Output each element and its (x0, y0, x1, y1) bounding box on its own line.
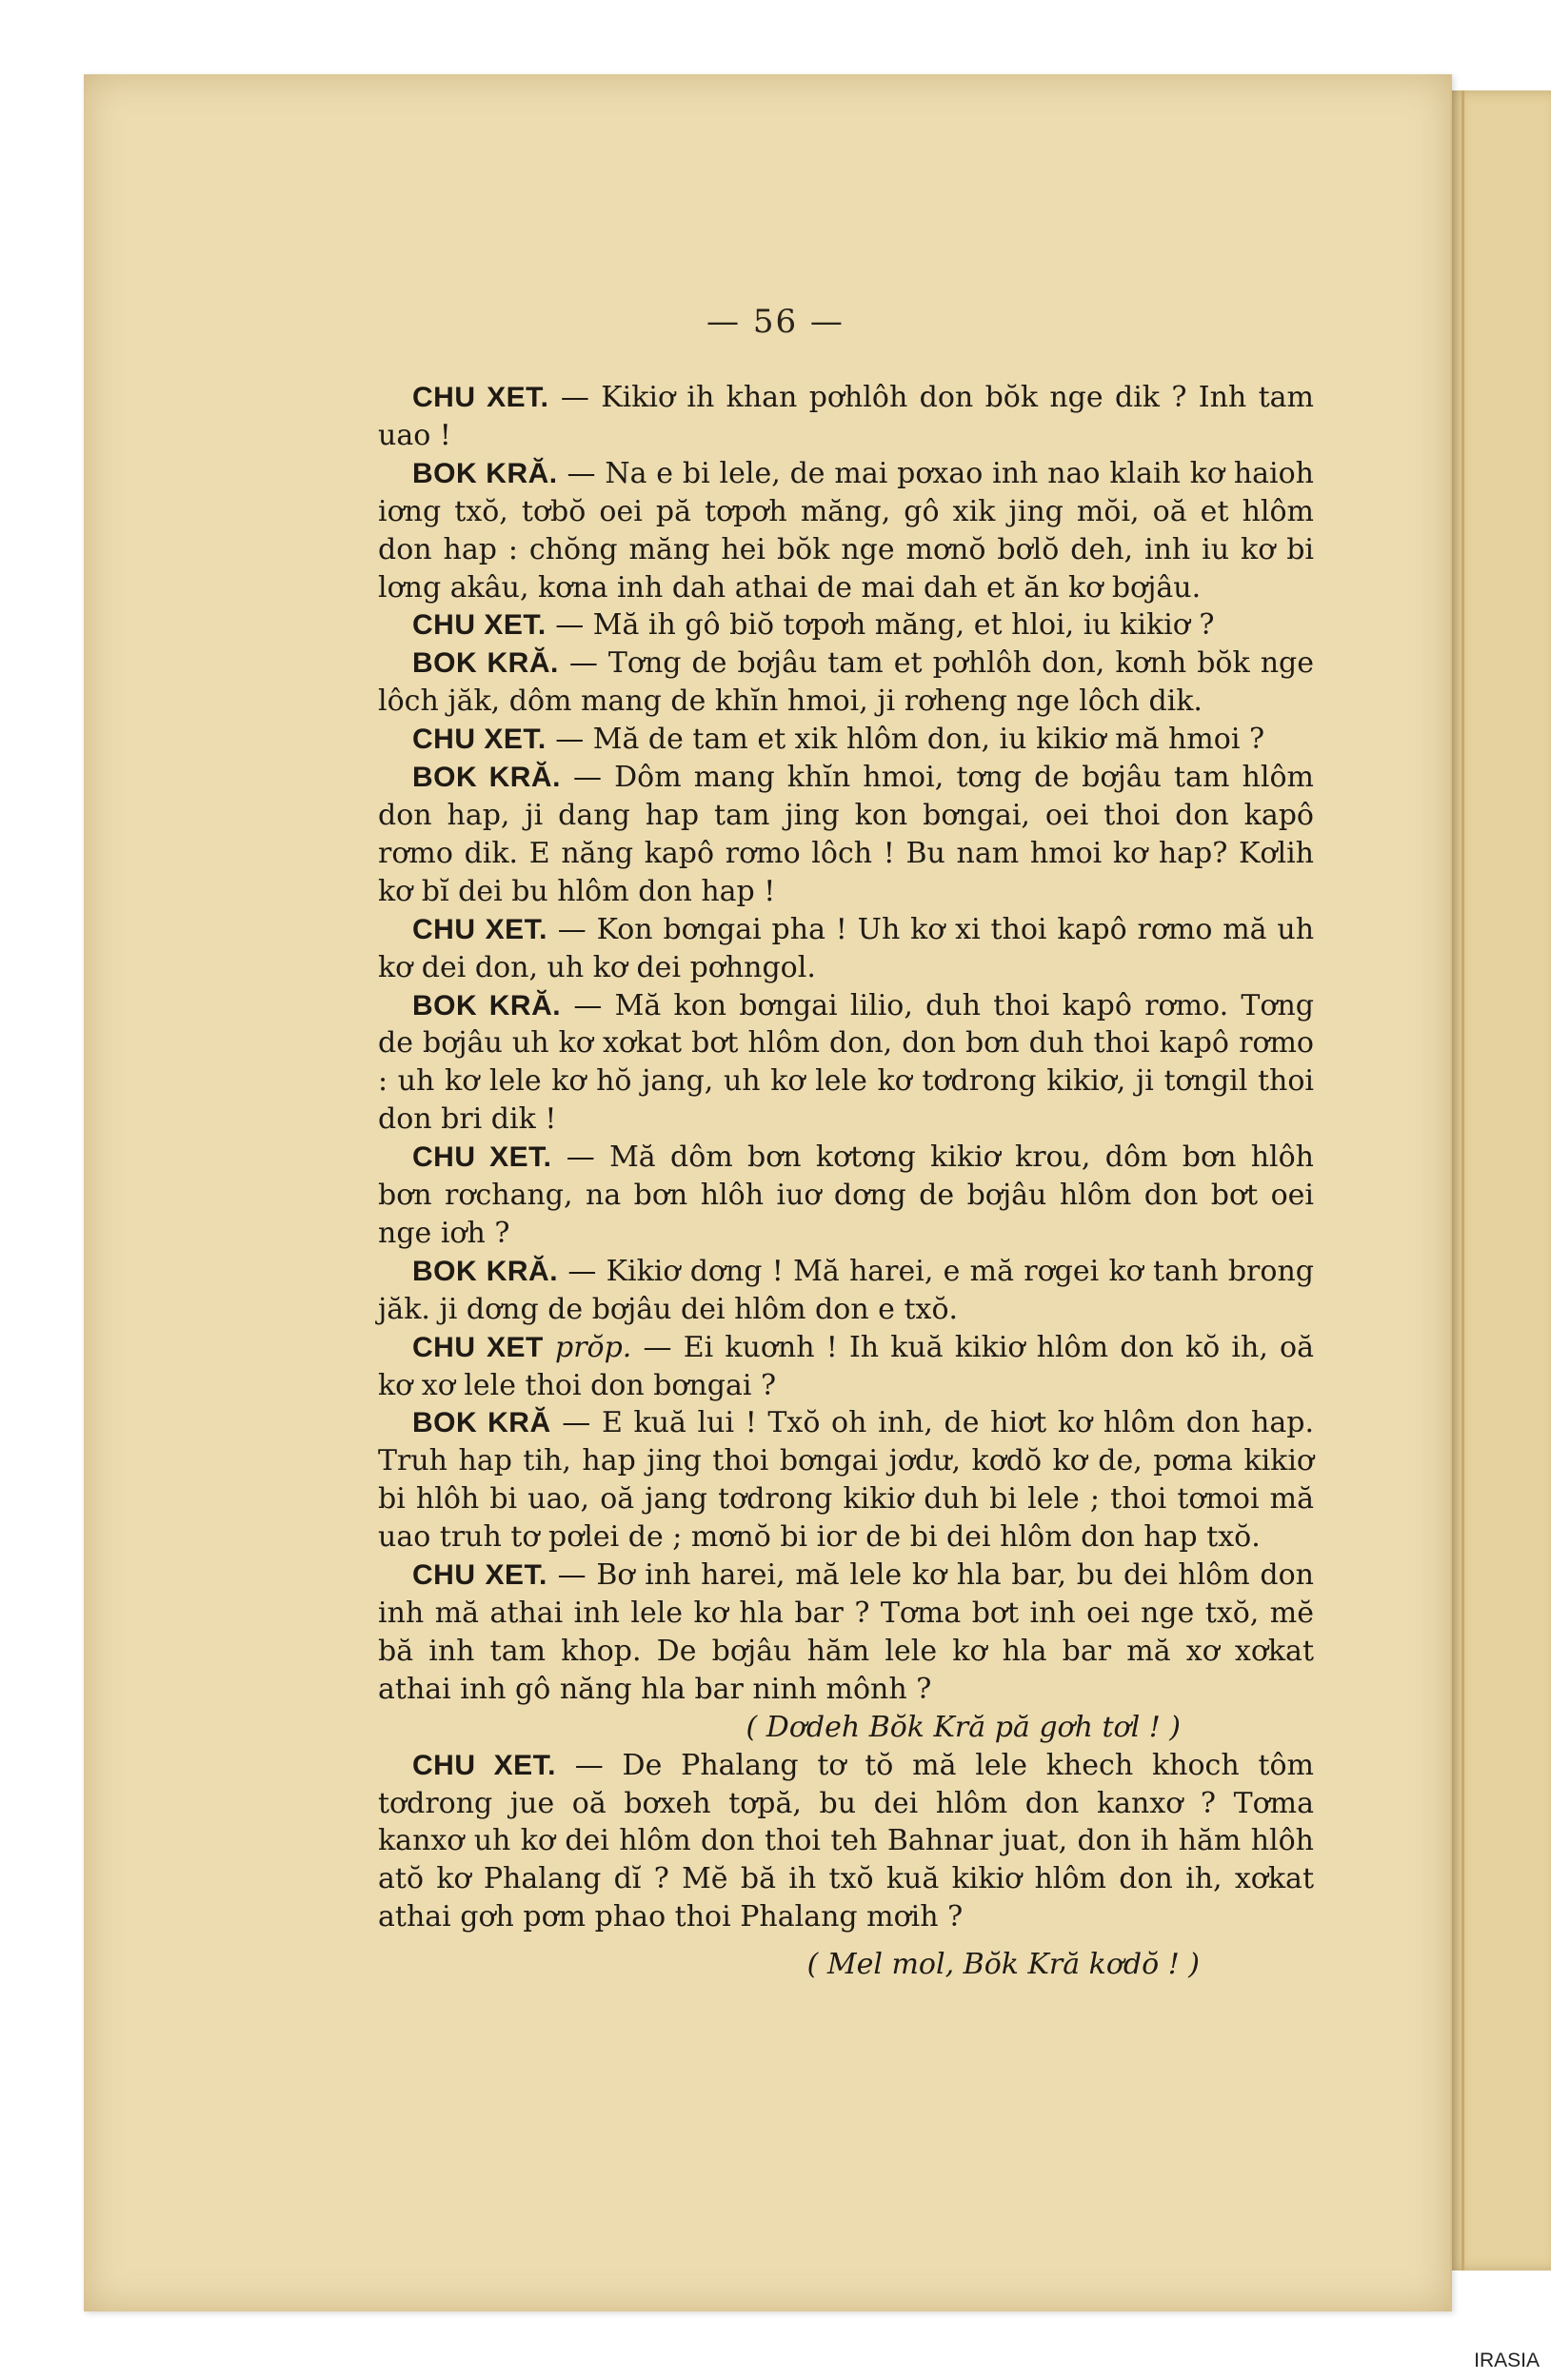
line-text: Bơ inh harei, mă lele kơ hla bar, bu dei hlôm don inh mă athai inh lele kơ hla bar ? Tơma bơt inh oei nge txŏ, mĕ bă inh tam khop. De bơjâu hăm lele kơ hla bar mă xơ xơkat athai inh gô năng hla bar ninh mônh ? (378, 1558, 1315, 1706)
stage-direction: ( Dơdeh Bŏk Kră pă gơh tơl ! ) (746, 1710, 1181, 1744)
speaker-name: CHU XET. (412, 609, 547, 642)
dialogue-paragraph (378, 1253, 1314, 1329)
dialogue-paragraph (378, 721, 1314, 759)
speaker-name: CHU XET. (412, 724, 547, 756)
separator: — (550, 1406, 602, 1440)
dialogue-paragraph (378, 455, 1314, 607)
line-text: Tơng de bơjâu tam et pơhlôh don, kơnh bŏk nge lôch jăk, dôm mang de khĭn hmoi, ji rơheng nge lôch dik. (378, 646, 1314, 719)
line-text: Ei kuơnh ! Ih kuă kikiơ hlôm don kŏ ih, oă kơ xơ lele thoi don bơngai ? (378, 1330, 1314, 1402)
dialogue-paragraph (378, 1557, 1314, 1709)
separator: — (558, 1254, 606, 1288)
line-text: E kuă lui ! Txŏ oh inh, de hiơt kơ hlôm don hap. Truh hap tih, hap jing thoi bơngai jơdư, kơdŏ kơ de, pơma kikiơ bi hlôh bi uao, oă jang tơdrong kikiơ duh bi lele ; thoi tơmoi mă uao truh tơ pơlei de ; mơnŏ bi ior de bi dei hlôm don hap txŏ. (378, 1406, 1314, 1555)
line-text: Mă kon bơngai lilio, duh thoi kapô rơmo. Tơng de bơjâu uh kơ xơkat bơt hlôm don, don bơn duh thoi kapô rơmo : uh kơ lele kơ hŏ jang, uh kơ lele kơ tơdrong kikiơ, ji tơngil thoi don bri dik ! (378, 988, 1314, 1137)
line-text: Mă de tam et xik hlôm don, iu kikiơ mă hmoi ? (592, 723, 1265, 757)
speaker-name: BOK KRĂ. (412, 647, 559, 680)
dialogue-paragraph (378, 759, 1314, 911)
dialogue-paragraph (378, 1747, 1314, 1937)
speaker-name: CHU XET. (412, 913, 547, 945)
dialogue-paragraph (378, 645, 1314, 721)
dialogue-paragraph (378, 987, 1314, 1140)
page-number: — 56 — (706, 303, 845, 341)
line-text: Mă ih gô biŏ tơpơh măng, et hloi, iu kikiơ ? (592, 608, 1215, 643)
dialogue-paragraph (378, 379, 1314, 455)
separator: — (546, 723, 593, 757)
speaker-name: CHU XET. (412, 1141, 552, 1174)
dialogue-paragraph (378, 1329, 1314, 1405)
line-text: Mă dôm bơn kơtơng kikiơ krou, dôm bơn hlôh bơn rơchang, na bơn hlôh iuơ dơng de bơjâu hlôm don bơt oei nge iơh ? (378, 1140, 1314, 1250)
separator: — (548, 381, 602, 414)
speaker-name: CHU XET. (412, 1749, 556, 1781)
watermark: IRASIA (1474, 2350, 1540, 2371)
separator: — (555, 1748, 623, 1782)
separator: — (631, 1330, 684, 1364)
separator: — (547, 1558, 597, 1593)
separator: — (561, 988, 615, 1022)
dialogue-paragraph (378, 606, 1314, 645)
separator: — (557, 456, 606, 490)
line-text: Kikiơ dơng ! Mă harei, e mă rơgei kơ tanh brong jăk. ji dơng de bơjâu dei hlôm don e txŏ. (378, 1254, 1314, 1326)
page-fold-line (1462, 90, 1464, 2271)
speaker-name: BOK KRĂ. (412, 989, 562, 1021)
speaker-name: BOK KRĂ (412, 1407, 551, 1439)
speaker-name: BOK KRĂ. (412, 457, 558, 489)
separator: — (551, 1140, 610, 1175)
separator: — (547, 912, 597, 946)
next-page-edge (1450, 90, 1551, 2271)
separator: — (560, 761, 615, 795)
line-text: Na e bi lele, de mai pơxao inh nao klaih kơ haioh iơng txŏ, tơbŏ oei pă tơpơh măng, gô xik jing mŏi, oă et hlôm don hap : chŏng măng hei bŏk nge mơnŏ bơlŏ deh, inh iu kơ bi lơng akâu, kơna inh dah athai de mai dah et ăn kơ bơjâu. (378, 456, 1314, 605)
line-text: De Phalang tơ tŏ mă lele khech khoch tôm tơdrong jue oă bơxeh tơpă, bu dei hlôm don kanxơ ? Tơma kanxơ uh kơ dei hlôm don thoi teh Bahnar juat, don ih hăm hlôh atŏ kơ Phalang dĭ ? Mĕ bă ih txŏ kuă kikiơ hlôm don ih, xơkat athai gơh pơm phao thoi Phalang mơih ? (378, 1748, 1314, 1934)
speaker-name: BOK KRĂ. (412, 1255, 559, 1287)
separator: — (558, 646, 608, 681)
stage-direction: ( Mel mol, Bŏk Kră kơdŏ ! ) (806, 1948, 1200, 1982)
line-text: Kikiơ ih khan pơhlôh don bŏk nge dik ? Inh tam uao ! (378, 381, 1314, 452)
separator: — (546, 608, 593, 643)
line-text: Kon bơngai pha ! Uh kơ xi thoi kapô rơmo mă uh kơ dei don, uh kơ dei pơhngol. (378, 912, 1315, 984)
dialogue-paragraph (378, 1404, 1314, 1557)
dialogue-paragraph (378, 911, 1314, 987)
dialogue-text (378, 379, 1314, 1984)
dialogue-paragraph (378, 1139, 1314, 1253)
stage-cue: prŏp. (554, 1330, 632, 1364)
line-text: Dôm mang khĭn hmoi, tơng de bơjâu tam hlôm don hap, ji dang hap tam jing kon bơngai, oei thoi don kapô rơmo dik. E năng kapô rơmo lôch ! Bu nam hmoi kơ hap? Kơlih kơ bĭ dei bu hlôm don hap ! (378, 761, 1314, 908)
speaker-name: CHU XET. (412, 382, 549, 413)
speaker-name: BOK KRĂ. (412, 762, 561, 794)
speaker-name: CHU XET. (412, 1559, 547, 1592)
speaker-name: CHU XET (412, 1331, 544, 1363)
